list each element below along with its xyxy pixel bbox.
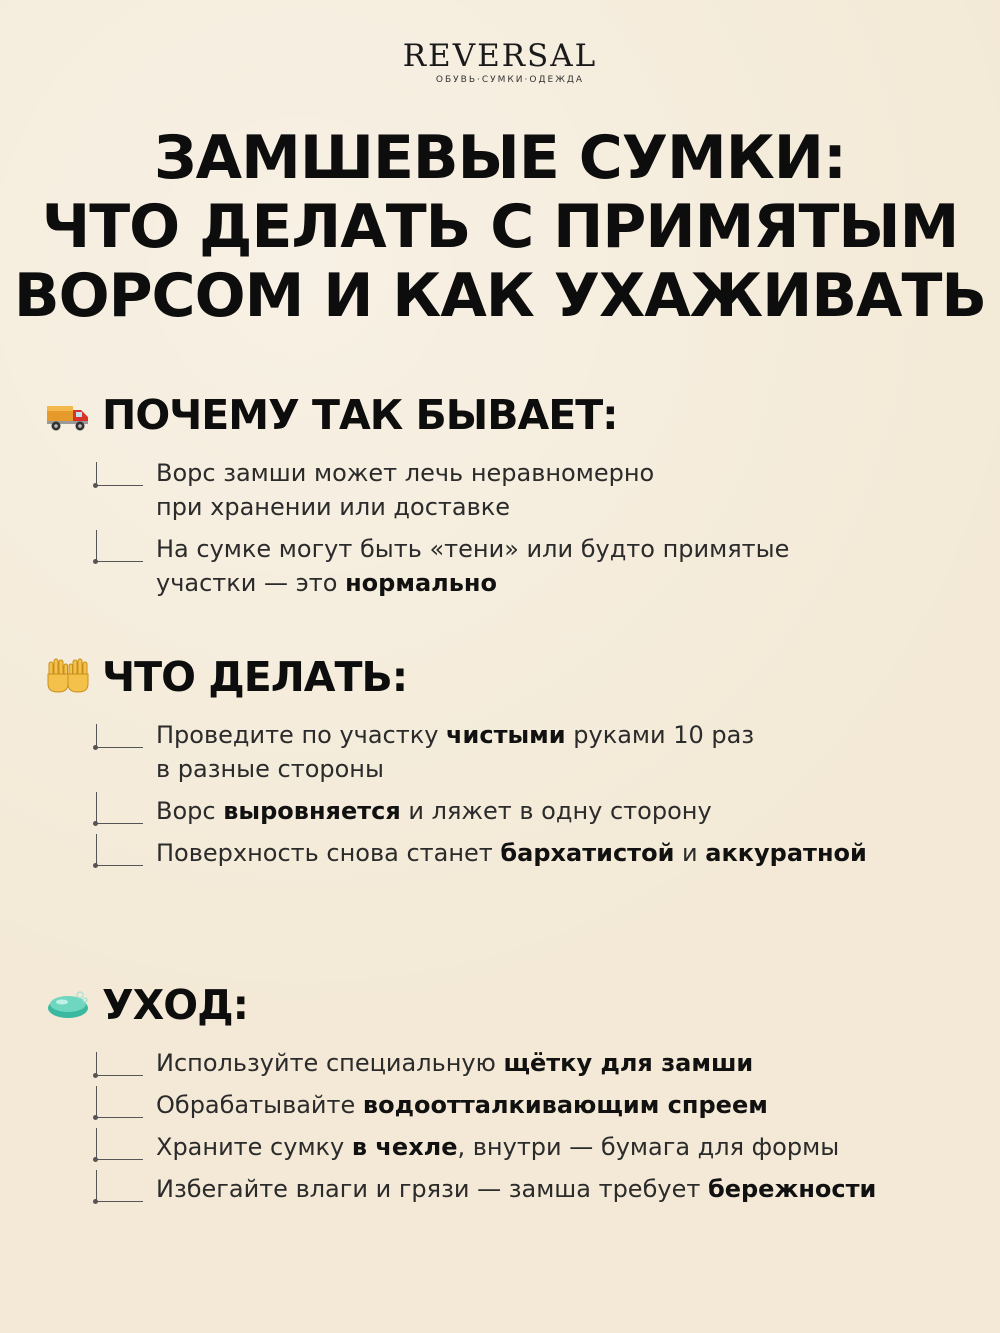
section-header bbox=[46, 390, 976, 440]
tree-connector bbox=[96, 530, 143, 562]
tree-connector bbox=[96, 834, 143, 866]
list-item: Обрабатывайте водоотталкивающим спреем bbox=[96, 1088, 976, 1122]
title-line-3: ВОРСОМ И КАК УХАЖИВАТЬ bbox=[13, 261, 987, 331]
section-title: УХОД: bbox=[102, 981, 248, 1029]
section-title: ЧТО ДЕЛАТЬ: bbox=[102, 653, 408, 701]
list-item: Храните сумку в чехле, внутри — бумага для формы bbox=[96, 1130, 976, 1164]
tree-connector bbox=[96, 462, 143, 486]
section-care bbox=[46, 980, 976, 1214]
title-line-2: ЧТО ДЕЛАТЬ С ПРИМЯТЫМ bbox=[41, 192, 959, 262]
tree-connector bbox=[96, 792, 143, 824]
list-item: Ворс выровняется и ляжет в одну сторону bbox=[96, 794, 976, 828]
list-item: Избегайте влаги и грязи — замша требует бережности bbox=[96, 1172, 976, 1206]
title-line-1: ЗАМШЕВЫЕ СУМКИ: bbox=[154, 123, 846, 193]
item-list bbox=[96, 718, 976, 870]
section-what-to-do bbox=[46, 652, 976, 878]
list-item: Поверхность снова станет бархатистой и аккуратной bbox=[96, 836, 976, 870]
soap-icon bbox=[46, 985, 90, 1025]
item-list bbox=[96, 1046, 976, 1206]
tree-connector bbox=[96, 1170, 143, 1202]
delivery-truck-icon bbox=[46, 395, 90, 435]
section-why bbox=[46, 390, 976, 608]
tree-connector bbox=[96, 724, 143, 748]
item-list bbox=[96, 456, 976, 600]
tree-connector bbox=[96, 1086, 143, 1118]
brand-tagline: ОБУВЬ·СУМКИ·ОДЕЖДА bbox=[435, 75, 585, 85]
tree-connector bbox=[96, 1128, 143, 1160]
list-item: Проведите по участку чистыми руками 10 раз в разные стороны bbox=[96, 718, 976, 786]
list-item: Ворс замши может лечь неравномерно при хранении или доставке bbox=[96, 456, 976, 524]
section-header bbox=[46, 980, 976, 1030]
list-item: На сумке могут быть «тени» или будто примятые участки — это нормально bbox=[96, 532, 976, 600]
list-item: Используйте специальную щётку для замши bbox=[96, 1046, 976, 1080]
section-title: ПОЧЕМУ ТАК БЫВАЕТ: bbox=[102, 391, 618, 439]
brand-name: REVERSAL bbox=[402, 38, 598, 74]
raised-hands-icon bbox=[46, 657, 90, 697]
section-header bbox=[46, 652, 976, 702]
tree-connector bbox=[96, 1052, 143, 1076]
brand-logo bbox=[0, 38, 1000, 85]
page-title bbox=[0, 124, 1000, 331]
